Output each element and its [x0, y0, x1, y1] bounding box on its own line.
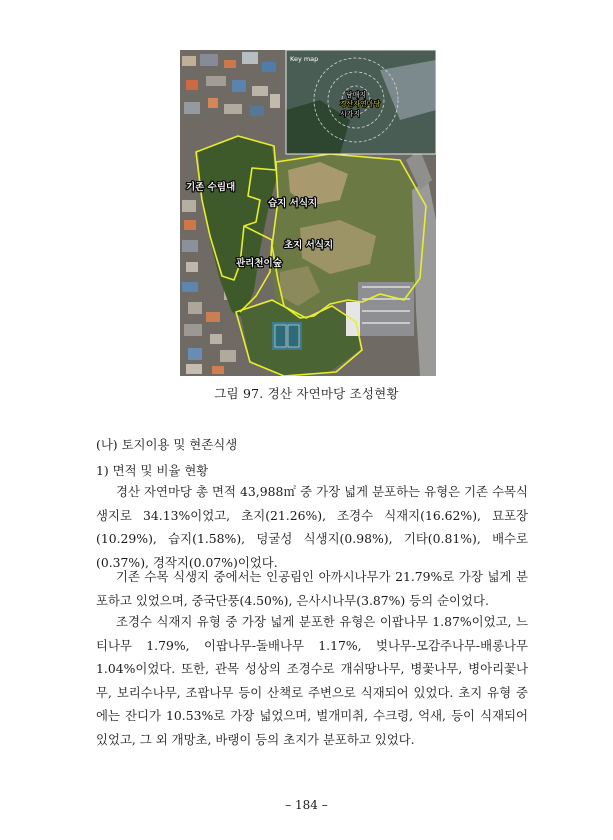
- subsection-heading: 1) 면적 및 비율 현황: [96, 463, 209, 478]
- wetland-label: 습지 서식지: [268, 198, 318, 209]
- paragraph-landscape-trees: 조경수 식재지 유형 중 가장 넓게 분포한 유형은 이팝나무 1.87%이었고, 느티나무 1.79%, 이팝나무-돌배나무 1.17%, 벚나무-모감주나무-배롱나무 1.04%이었다. 또한, 관목 성상의 조경수로 개쉬땅나무, 병꽃나무, 병아리꽃나무, 보리수나무, 조팝나무 등이 산책로 주변으로 식재되어 있었다. 초지 유형 중에는 잔디가 10.53%로 가장 넓었으며, 벌개미취, 수크령, 억새, 등이 식재되어 있었고, 그 외 개망초, 바랭이 등의 초지가 분포하고 있었다.: [96, 614, 528, 747]
- paragraph-area-ratio: 경산 자연마당 총 면적 43,988㎡ 중 가장 넓게 분포하는 유형은 기존 수목식생지로 34.13%이었고, 초지(21.26%), 조경수 식재지(16.62%), 묘포장(10.29%), 습지(1.58%), 덩굴성 식생지(0.98%), 기타(0.81%), 배수로(0.37%), 경작지(0.07%)이었다.: [96, 484, 528, 570]
- aerial-photo-figure: [180, 50, 436, 376]
- key-map-label: Key map: [290, 55, 319, 63]
- page-number: – 184 –: [285, 798, 328, 812]
- paragraph-tree-vegetation: 기존 수목 식생지 중에서는 인공림인 아까시나무가 21.79%로 가장 넓게 분포하고 있었으며, 중국단풍(4.50%), 은사시나무(3.87%) 등의 순이었다.: [96, 569, 528, 608]
- aerial-map: [180, 50, 436, 376]
- namhaeji-label: 남매지: [345, 91, 367, 99]
- city-label: 시가지: [339, 110, 361, 118]
- stream-forest-label: 관리천이숲: [236, 258, 282, 269]
- site-label: 경산자연마당: [339, 100, 381, 108]
- section-heading: (나) 토지이용 및 현존식생: [96, 437, 238, 452]
- forest-label: 기존 수림대: [186, 182, 236, 193]
- grassland-label: 초지 서식지: [284, 240, 334, 251]
- figure-caption: 그림 97. 경산 자연마당 조성현황: [214, 386, 399, 401]
